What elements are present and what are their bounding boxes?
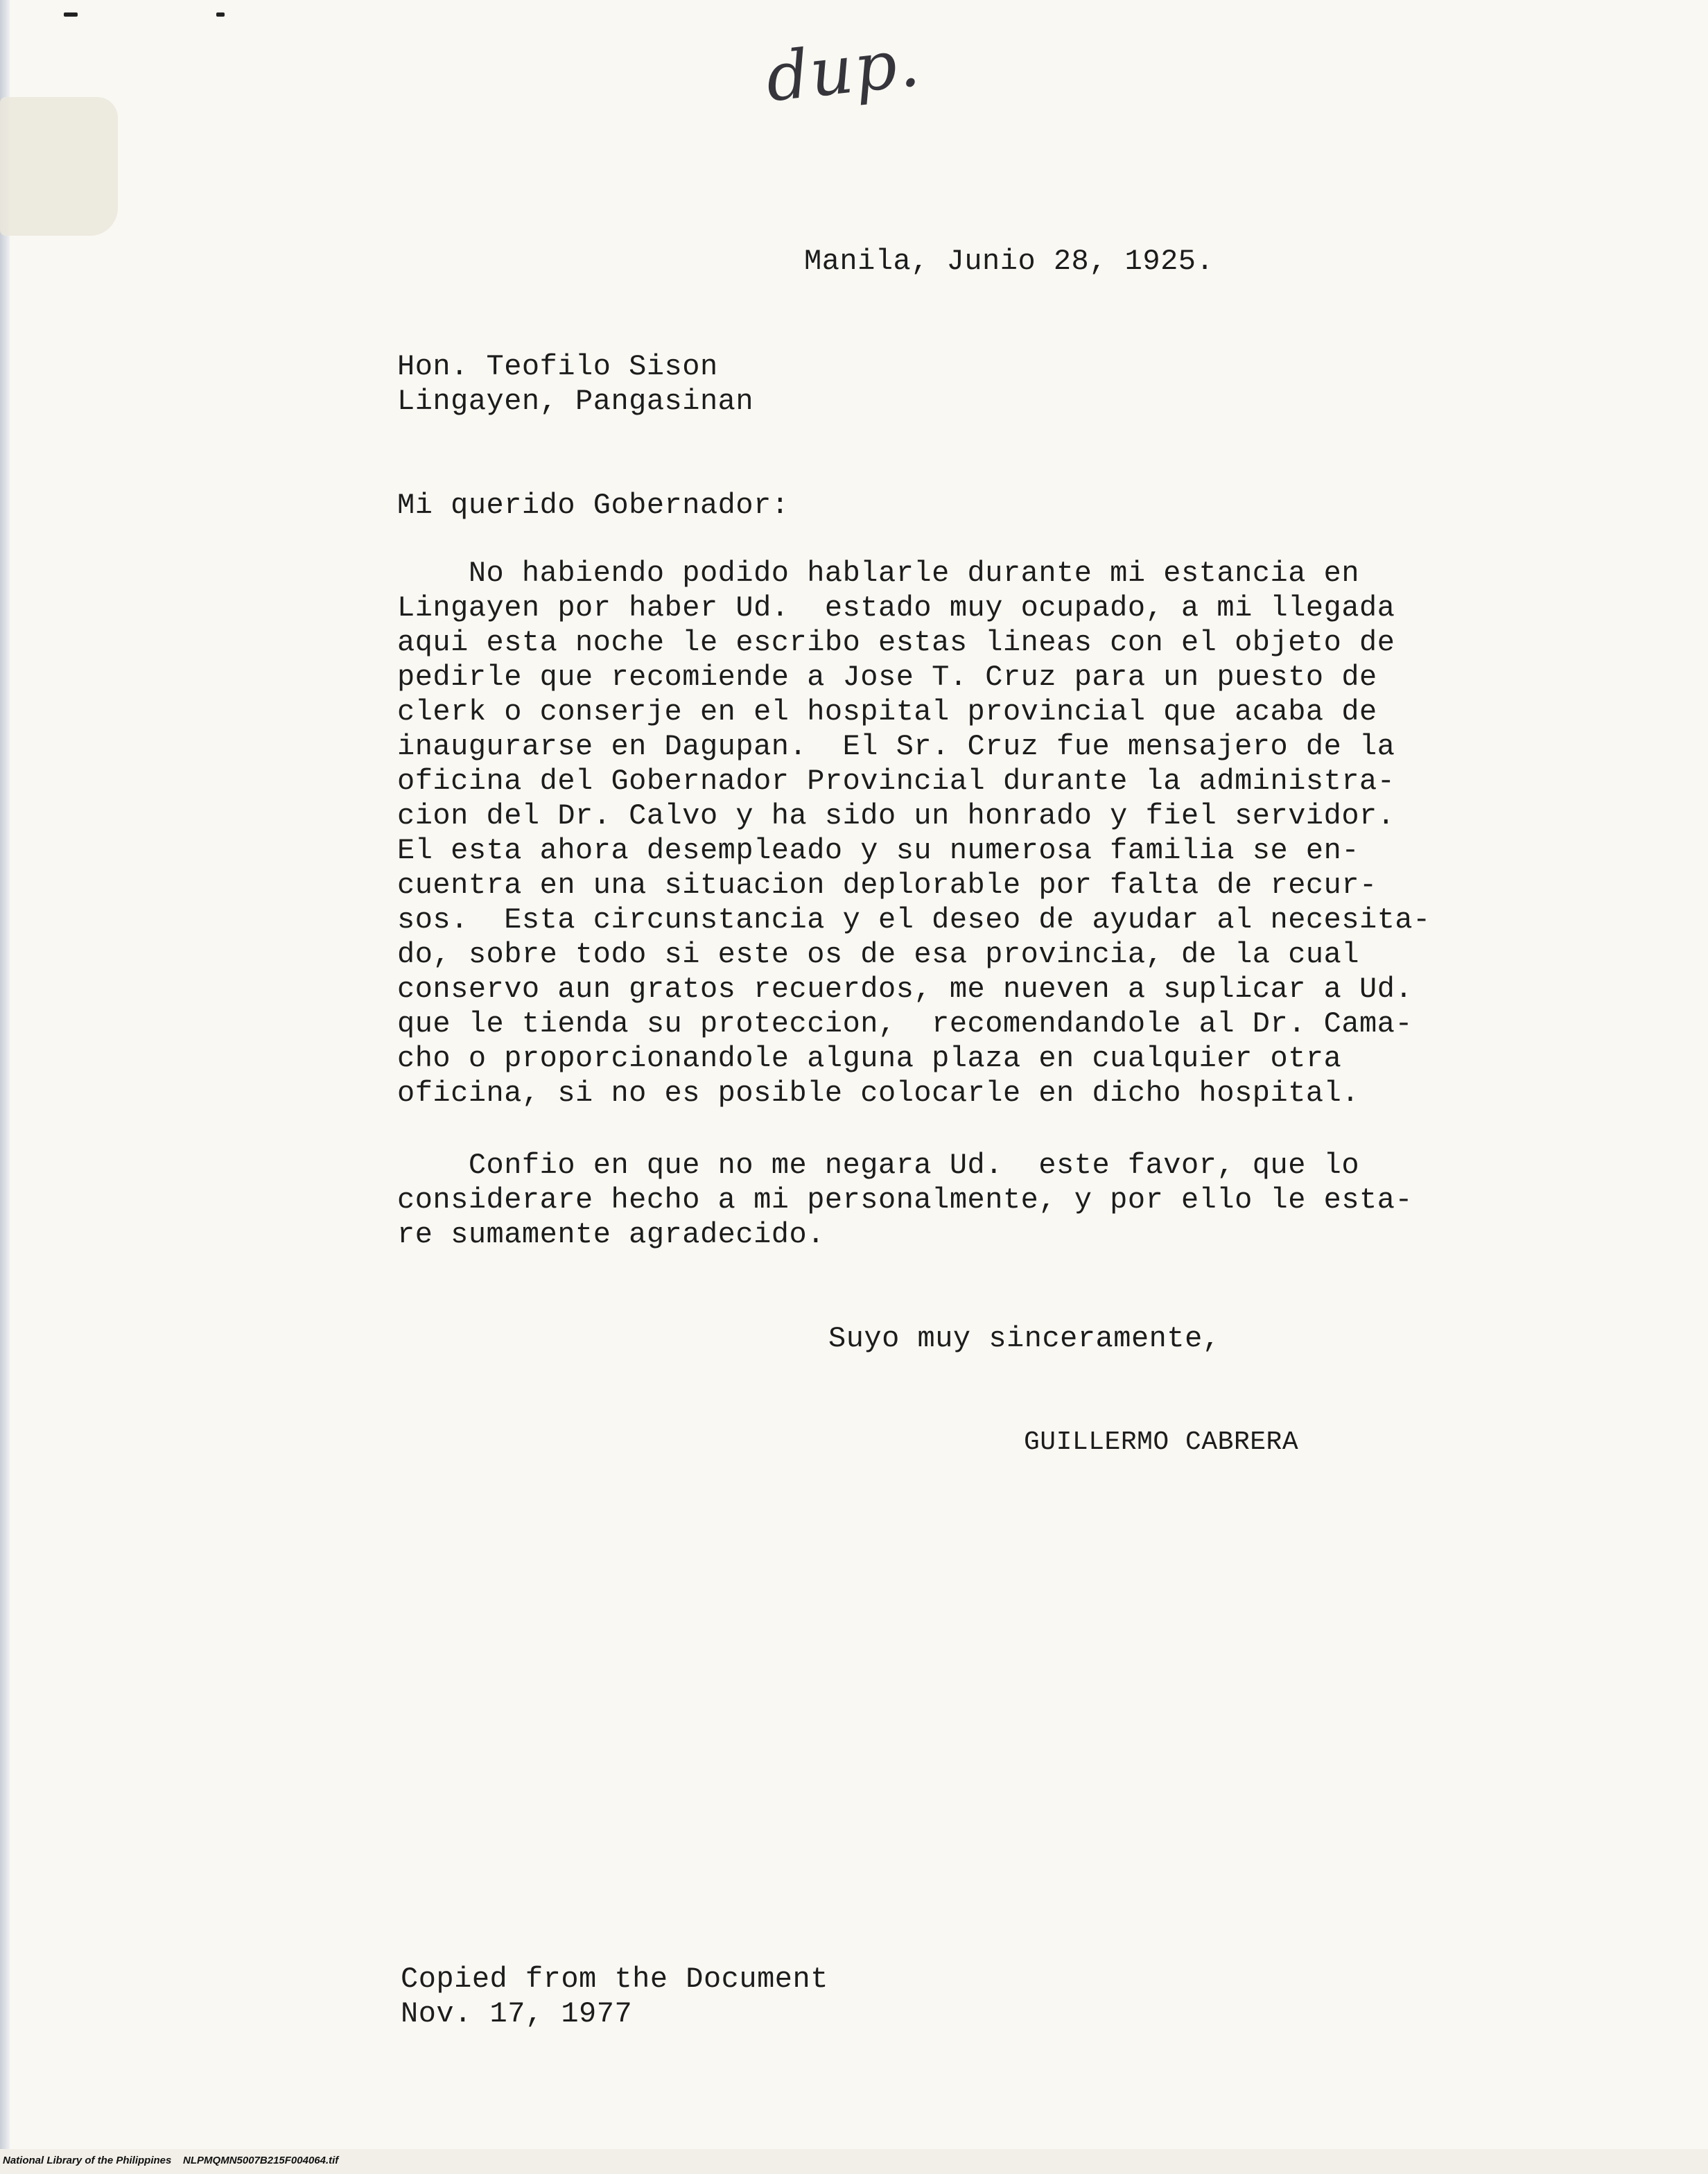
closing: Suyo muy sinceramente, xyxy=(828,1322,1221,1355)
body-line: cho o proporcionandole alguna plaza en cualquier otra xyxy=(397,1042,1342,1075)
body-line: oficina, si no es posible colocarle en dicho hospital. xyxy=(397,1077,1360,1110)
body-line: re sumamente agradecido. xyxy=(397,1218,825,1251)
body-line: pedirle que recomiende a Jose T. Cruz para un puesto de xyxy=(397,661,1377,694)
copy-note xyxy=(401,1962,828,2031)
recipient-block xyxy=(397,349,753,419)
body-line: que le tienda su proteccion, recomendandole al Dr. Cama- xyxy=(397,1007,1413,1041)
copy-note-line: Copied from the Document xyxy=(401,1963,828,1996)
ink-mark xyxy=(64,12,78,17)
recipient-line: Lingayen, Pangasinan xyxy=(397,385,754,418)
body-line: clerk o conserje en el hospital provincial que acaba de xyxy=(397,695,1377,729)
signature-name: GUILLERMO CABRERA xyxy=(1024,1427,1299,1457)
body-paragraph-2 xyxy=(397,1148,1413,1252)
recipient-line: Hon. Teofilo Sison xyxy=(397,350,718,383)
salutation: Mi querido Gobernador: xyxy=(397,489,790,522)
body-line: do, sobre todo si este os de esa provincia, de la cual xyxy=(397,938,1360,971)
ink-mark xyxy=(216,12,225,17)
body-paragraph-1 xyxy=(397,556,1431,1111)
body-line: Confio en que no me negara Ud. este favor, que lo xyxy=(397,1149,1360,1182)
body-line: cion del Dr. Calvo y ha sido un honrado y fiel servidor. xyxy=(397,799,1395,833)
dateline: Manila, Junio 28, 1925. xyxy=(804,245,1214,278)
body-line: oficina del Gobernador Provincial durante la administra- xyxy=(397,765,1395,798)
scan-footer xyxy=(0,2149,1708,2174)
footer-library: National Library of the Philippines xyxy=(3,2155,172,2166)
body-line: aqui esta noche le escribo estas lineas con el objeto de xyxy=(397,626,1395,659)
body-line: considerare hecho a mi personalmente, y por ello le esta- xyxy=(397,1183,1413,1217)
body-line: inaugurarse en Dagupan. El Sr. Cruz fue mensajero de la xyxy=(397,730,1395,763)
body-line: conservo aun gratos recuerdos, me nueven a suplicar a Ud. xyxy=(397,973,1413,1006)
scan-edge xyxy=(0,0,10,2174)
handwritten-annotation: dup. xyxy=(762,23,925,117)
body-line: sos. Esta circunstancia y el deseo de ayudar al necesita- xyxy=(397,903,1431,937)
footer-file-id: NLPMQMN5007B215F004064.tif xyxy=(183,2155,339,2166)
tape-residue xyxy=(0,97,118,236)
copy-note-date: Nov. 17, 1977 xyxy=(401,1997,633,2030)
body-line: El esta ahora desempleado y su numerosa familia se en- xyxy=(397,834,1360,867)
body-line: No habiendo podido hablarle durante mi estancia en xyxy=(397,557,1360,590)
footer-caption xyxy=(3,2155,338,2166)
body-line: Lingayen por haber Ud. estado muy ocupado, a mi llegada xyxy=(397,591,1395,625)
body-line: cuentra en una situacion deplorable por falta de recur- xyxy=(397,869,1377,902)
